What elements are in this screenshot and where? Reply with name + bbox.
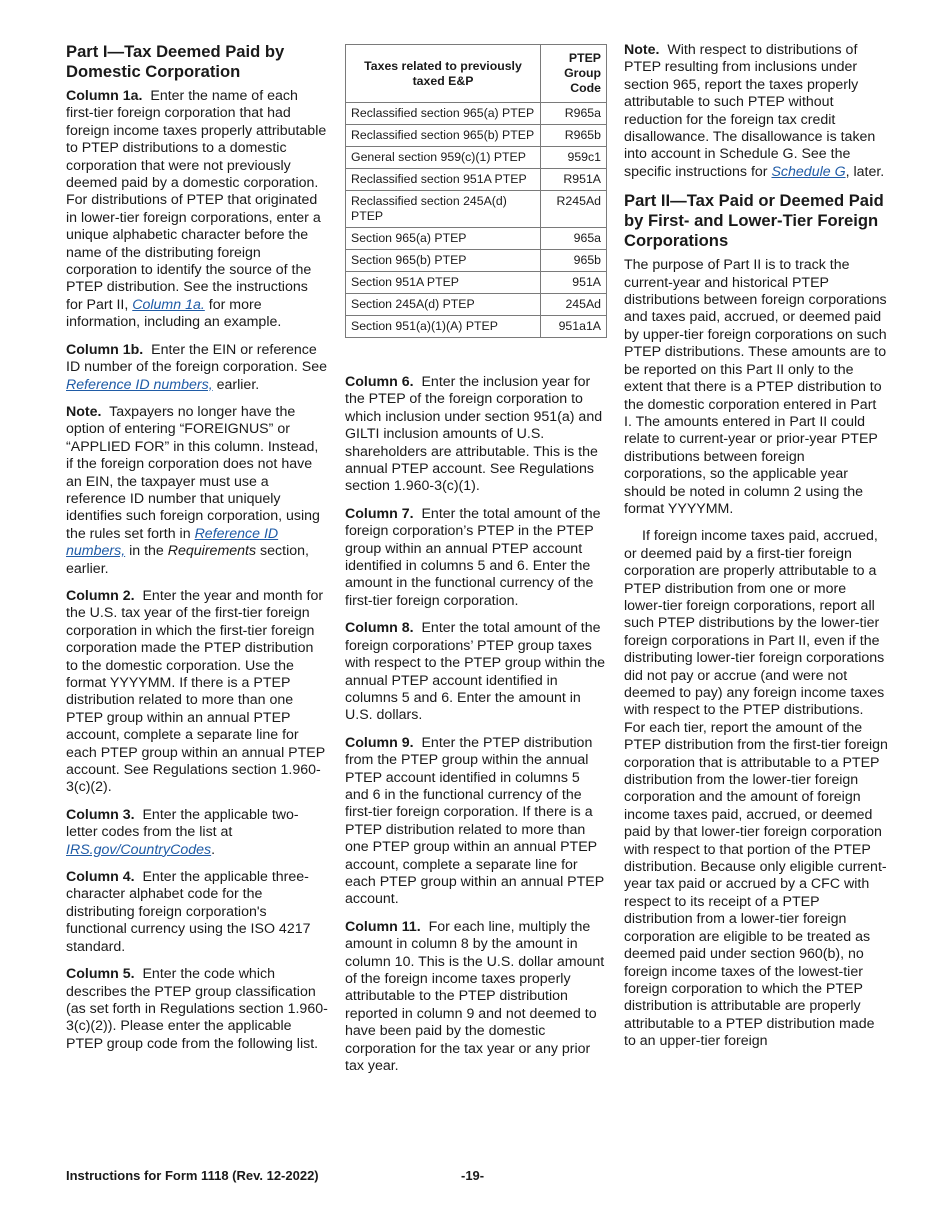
row-code: 951A	[541, 272, 607, 294]
column-2-paragraph	[66, 588, 328, 797]
column-1a-text: Enter the name of each first-tier foreign corporation that had foreign income taxes properly attributable to PTEP distributions to a domestic corporation that were not previously deemed paid by a domestic corporation. For distributions of PTEP that originated in lower-tier foreign corporations, enter a unique alphabetic character before the name of the distributing foreign corporation to identify the source of the PTEP distribution. See the instructions for Part II,	[66, 88, 327, 313]
column-5-paragraph	[66, 966, 328, 1053]
column-7-text: Enter the total amount of the foreign corporation’s PTEP in the PTEP group within an annual PTEP account identified in columns 5 and 6. Enter the amount in the functional currency of the first-tier foreign corporation.	[345, 505, 601, 609]
column-11-text: For each line, multiply the amount in column 8 by the amount in column 10. This is the U.S. dollar amount of the foreign income taxes properly attributable to the PTEP distribution reported in column 9 and not deemed to have been paid by the domestic corporation for the tax year or any prior tax year.	[345, 918, 605, 1075]
table-row	[346, 147, 607, 169]
row-description: Reclassified section 951A PTEP	[346, 169, 541, 191]
note-tail: , later.	[845, 163, 885, 180]
column-5-text: Enter the code which describes the PTEP group classification (as set forth in Regulations section 1.960-3(c)(2)). Please enter the applicable PTEP group code from the following list.	[66, 966, 328, 1052]
right-column	[624, 42, 888, 1061]
column-7-label: Column 7.	[345, 505, 414, 522]
column-2-label: Column 2.	[66, 587, 135, 604]
row-description: General section 959(c)(1) PTEP	[346, 147, 541, 169]
row-description: Section 965(a) PTEP	[346, 228, 541, 250]
middle-column	[345, 42, 607, 1085]
reference-id-link[interactable]: Reference ID numbers,	[66, 376, 213, 393]
row-code: 959c1	[541, 147, 607, 169]
reference-id-link-2[interactable]: Reference ID numbers,	[66, 525, 279, 560]
column-1b-text: Enter the EIN or reference ID number of the foreign corporation. See	[66, 341, 328, 376]
part2-paragraph-2: If foreign income taxes paid, accrued, or deemed paid by a first-tier foreign corporation are properly attributable to a PTEP distribution from one or more lower-tier foreign corporations, report all such PTEP distributions by the lower-tier foreign corporations in Part II, even if the distributing lower-tier foreign corporations did not pay or accrue (and were not deemed to pay) any foreign income taxes with respect to the PTEP distributions. For each tier, report the amount of the PTEP distribution from the first-tier foreign corporation that is attributable to a PTEP distribution from the lower-tier foreign corporation and the amount of foreign income taxes paid, accrued, or deemed paid by that lower-tier foreign corporation with respect to that portion of the PTEP distribution. Because only eligible current-year tax paid or accrued by a CFC with respect to its receipt of a PTEP distribution from a lower-tier foreign corporation are eligible to be treated as deemed paid under section 960(b), no foreign income taxes of the lowest-tier foreign corporation to which the PTEP distribution is attributable are properly attributable to a PTEP distribution made to an upper-tier foreign	[624, 528, 888, 1050]
left-column	[66, 42, 328, 1063]
table-header-row	[346, 45, 607, 103]
note-mid: in the	[129, 543, 164, 560]
column-4-text: Enter the applicable three-character alphabet code for the distributing foreign corporation's functional currency using the ISO 4217 standard.	[66, 869, 311, 955]
country-codes-link[interactable]: IRS.gov/CountryCodes	[66, 841, 212, 858]
row-code: 951a1A	[541, 316, 607, 338]
row-code: R965b	[541, 125, 607, 147]
row-description: Section 951A PTEP	[346, 272, 541, 294]
note-italic: Requirements	[167, 543, 257, 560]
table-header-code: PTEP Group Code	[541, 45, 607, 103]
table-row	[346, 228, 607, 250]
column-11-label: Column 11.	[345, 918, 421, 935]
row-code: R245Ad	[541, 191, 607, 228]
column-8-text: Enter the total amount of the foreign corporations’ PTEP group taxes with respect to the PTEP group within the annual PTEP account identified in columns 5 and 6. Enter the amount in U.S. dollars.	[345, 620, 605, 724]
column-3-paragraph	[66, 807, 328, 859]
row-description: Reclassified section 965(a) PTEP	[346, 103, 541, 125]
note-label: Note.	[624, 42, 660, 58]
column-9-text: Enter the PTEP distribution from the PTEP group within the annual PTEP account identified in columns 5 and 6 in the functional currency of the first-tier foreign corporation. If there is a PTEP distribution related to more than one PTEP group within an annual PTEP account, complete a separate line for each PTEP group within an annual PTEP account.	[345, 734, 604, 908]
column-8-label: Column 8.	[345, 620, 414, 637]
row-description: Reclassified section 965(b) PTEP	[346, 125, 541, 147]
row-code: R965a	[541, 103, 607, 125]
part2-paragraph-1: The purpose of Part II is to track the current-year and historical PTEP distributions between foreign corporations and taxes paid, accrued, or deemed paid by upper-tier foreign corporations on such PTEP distributions. These amounts are to be reported on this Part II only to the extent that there is a PTEP distribution to the domestic corporation entered in Part I. The amounts entered in Part II could relate to current-year or prior-year PTEP distributions between foreign corporations, so the applicable year should be noted in column 2 using the format YYYYMM.	[624, 257, 887, 517]
column-1a-label: Column 1a.	[66, 88, 143, 104]
table-row	[346, 169, 607, 191]
table-row	[346, 250, 607, 272]
column-7-paragraph	[345, 506, 607, 610]
column-9-label: Column 9.	[345, 734, 414, 751]
part1-heading: Part I—Tax Deemed Paid by Domestic Corporation	[66, 42, 285, 81]
footer-form-title: Instructions for Form 1118 (Rev. 12-2022)	[66, 1168, 319, 1183]
column-4-label: Column 4.	[66, 869, 135, 886]
row-description: Reclassified section 245A(d) PTEP	[346, 191, 541, 228]
ptep-group-code-table	[345, 44, 607, 338]
column-3-text: Enter the applicable two-letter codes from the list at	[66, 806, 299, 841]
table-row	[346, 103, 607, 125]
column-11-paragraph	[345, 919, 607, 1076]
table-row	[346, 191, 607, 228]
note-label: Note.	[66, 403, 102, 420]
row-code: R951A	[541, 169, 607, 191]
column-1b-tail: earlier.	[216, 376, 260, 393]
column-6-paragraph	[345, 374, 607, 496]
table-row	[346, 294, 607, 316]
table-body	[346, 103, 607, 338]
schedule-g-link[interactable]: Schedule G	[771, 163, 846, 180]
note-text: With respect to distributions of PTEP resulting from inclusions under section 965, report the taxes properly attributable to such PTEP without reduction for the foreign tax credit disallowance. The disallowance is taken into account in Schedule G. See the specific instructions for	[624, 42, 876, 180]
note-text: Taxpayers no longer have the option of entering “FOREIGNUS” or “APPLIED FOR” in this column. Instead, if the foreign corporation does not have an EIN, the taxpayer must use a reference ID number that uniquely identifies such foreign corporation, using the rules set forth in	[66, 403, 320, 542]
column-1b-label: Column 1b.	[66, 341, 144, 358]
column-3-label: Column 3.	[66, 806, 135, 823]
row-code: 245Ad	[541, 294, 607, 316]
column-9-paragraph	[345, 735, 607, 909]
row-description: Section 951(a)(1)(A) PTEP	[346, 316, 541, 338]
page-number: -19-	[461, 1168, 485, 1183]
column-5-label: Column 5.	[66, 966, 135, 983]
column-1b-paragraph	[66, 342, 328, 394]
column-6-label: Column 6.	[345, 374, 414, 390]
row-description: Section 965(b) PTEP	[346, 250, 541, 272]
column-1a-link[interactable]: Column 1a.	[132, 296, 205, 313]
row-code: 965a	[541, 228, 607, 250]
column-1a-paragraph	[66, 88, 328, 332]
note-tail: section, earlier.	[66, 543, 309, 577]
column-4-paragraph	[66, 869, 328, 956]
table-header-description: Taxes related to previously taxed E&P	[346, 45, 541, 103]
column-1a-tail: for more information, including an example.	[66, 296, 282, 331]
table-row	[346, 272, 607, 294]
table-row	[346, 316, 607, 338]
column-3-tail: .	[211, 841, 216, 858]
part2-heading: Part II—Tax Paid or Deemed Paid by First- and Lower-Tier Foreign Corporations	[624, 191, 884, 251]
row-description: Section 245A(d) PTEP	[346, 294, 541, 316]
column-2-text: Enter the year and month for the U.S. tax year of the first-tier foreign corporation in which the first-tier foreign corporation made the PTEP distribution to the domestic corporation. Use the format YYYYMM. If there is a PTEP distribution related to more than one PTEP group within an annual PTEP account, complete a separate line for each PTEP group within an annual PTEP account. See Regulations section 1.960-3(c)(2).	[66, 587, 325, 796]
column-6-text: Enter the inclusion year for the PTEP of the foreign corporation to which inclusion under section 951(a) and GILTI inclusion amounts of U.S. shareholders are attributable. This is the annual PTEP account. See Regulations section 1.960-3(c)(1).	[345, 374, 603, 495]
schedule-g-note-paragraph	[624, 42, 888, 181]
column-8-paragraph	[345, 620, 607, 724]
row-code: 965b	[541, 250, 607, 272]
table-row	[346, 125, 607, 147]
note-paragraph	[66, 404, 328, 578]
